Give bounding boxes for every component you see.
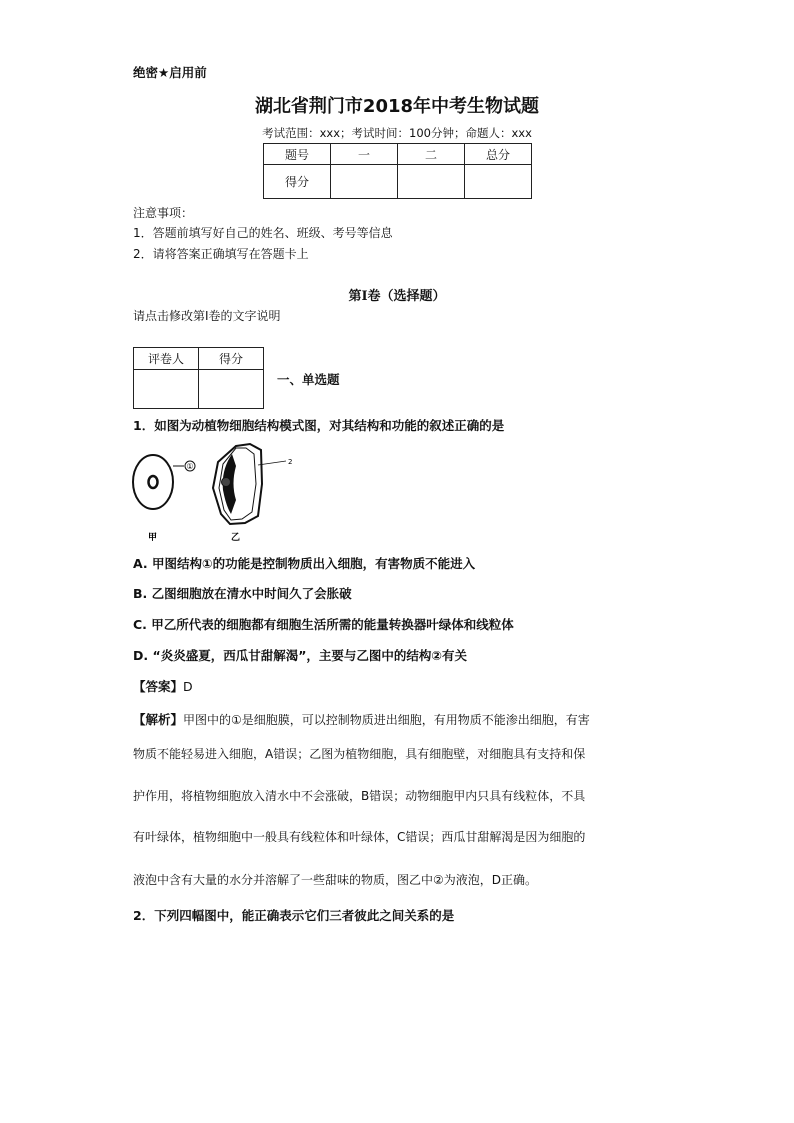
score-cell[interactable] [331, 165, 398, 199]
score-header-number: 题号 [264, 144, 331, 165]
note-item: 2．请将答案正确填写在答题卡上 [133, 247, 309, 261]
animal-cell-nucleus [149, 476, 158, 488]
marker-1: ① [186, 462, 194, 471]
grader-score-header: 得分 [199, 348, 264, 370]
score-table [263, 143, 532, 199]
score-header-part1: 一 [331, 144, 398, 165]
answer-line [133, 677, 193, 695]
animal-cell-membrane [133, 455, 173, 509]
option-b: B. 乙图细胞放在清水中时间久了会胀破 [133, 586, 352, 601]
explanation-line [133, 710, 590, 728]
grader-table [133, 347, 264, 409]
grader-cell[interactable] [134, 370, 199, 409]
section-title: 第I卷（选择题） [348, 289, 446, 304]
grader-header: 评卷人 [134, 348, 199, 370]
label-yi: 乙 [231, 533, 241, 543]
cell-diagram-figure [128, 440, 308, 546]
question-1-stem: 1．如图为动植物细胞结构模式图，对其结构和功能的叙述正确的是 [133, 418, 505, 433]
option-a: A. 甲图结构①的功能是控制物质出入细胞，有害物质不能进入 [133, 556, 476, 571]
grader-cell[interactable] [199, 370, 264, 409]
option-c: C. 甲乙所代表的细胞都有细胞生活所需的能量转换器叶绿体和线粒体 [133, 617, 514, 632]
plant-cell-nucleus [222, 478, 231, 487]
score-header-part2: 二 [398, 144, 465, 165]
explanation-line: 有叶绿体，植物细胞中一般具有线粒体和叶绿体，C错误；西瓜甘甜解渴是因为细胞的 [133, 830, 586, 844]
score-header-total: 总分 [465, 144, 532, 165]
plant-cell-wall [213, 444, 262, 524]
label-jia: 甲 [148, 533, 158, 543]
note-item: 1．答题前填写好自己的姓名、班级、考号等信息 [133, 226, 393, 240]
exam-title: 湖北省荆门市2018年中考生物试题 [254, 96, 540, 117]
explanation-line: 物质不能轻易进入细胞，A错误；乙图为植物细胞，具有细胞壁，对细胞具有支持和保 [133, 747, 586, 761]
marker-2: 2 [288, 458, 293, 466]
answer-value: D [183, 679, 193, 694]
score-row-label: 得分 [264, 165, 331, 199]
notes-heading: 注意事项： [133, 206, 194, 220]
option-d: D. “炎炎盛夏，西瓜甘甜解渴”，主要与乙图中的结构②有关 [133, 648, 467, 663]
confidential-label: 绝密★启用前 [133, 65, 207, 80]
answer-label: 【答案】 [133, 679, 184, 694]
score-cell[interactable] [465, 165, 532, 199]
part-title: 一、单选题 [277, 372, 340, 387]
explanation-line: 护作用，将植物细胞放入清水中不会涨破，B错误；动物细胞甲内只具有线粒体，不具 [133, 789, 586, 803]
explanation-text: 甲图中的①是细胞膜，可以控制物质进出细胞，有用物质不能渗出细胞，有害 [183, 713, 590, 727]
explanation-line: 液泡中含有大量的水分并溶解了一些甜味的物质，图乙中②为液泡，D正确。 [133, 873, 538, 887]
question-2-stem: 2．下列四幅图中，能正确表示它们三者彼此之间关系的是 [133, 908, 455, 923]
explanation-label: 【解析】 [133, 712, 184, 727]
section-description: 请点击修改第I卷的文字说明 [133, 309, 281, 323]
exam-info: 考试范围：xxx；考试时间：100分钟；命题人：xxx [262, 126, 532, 140]
score-cell[interactable] [398, 165, 465, 199]
